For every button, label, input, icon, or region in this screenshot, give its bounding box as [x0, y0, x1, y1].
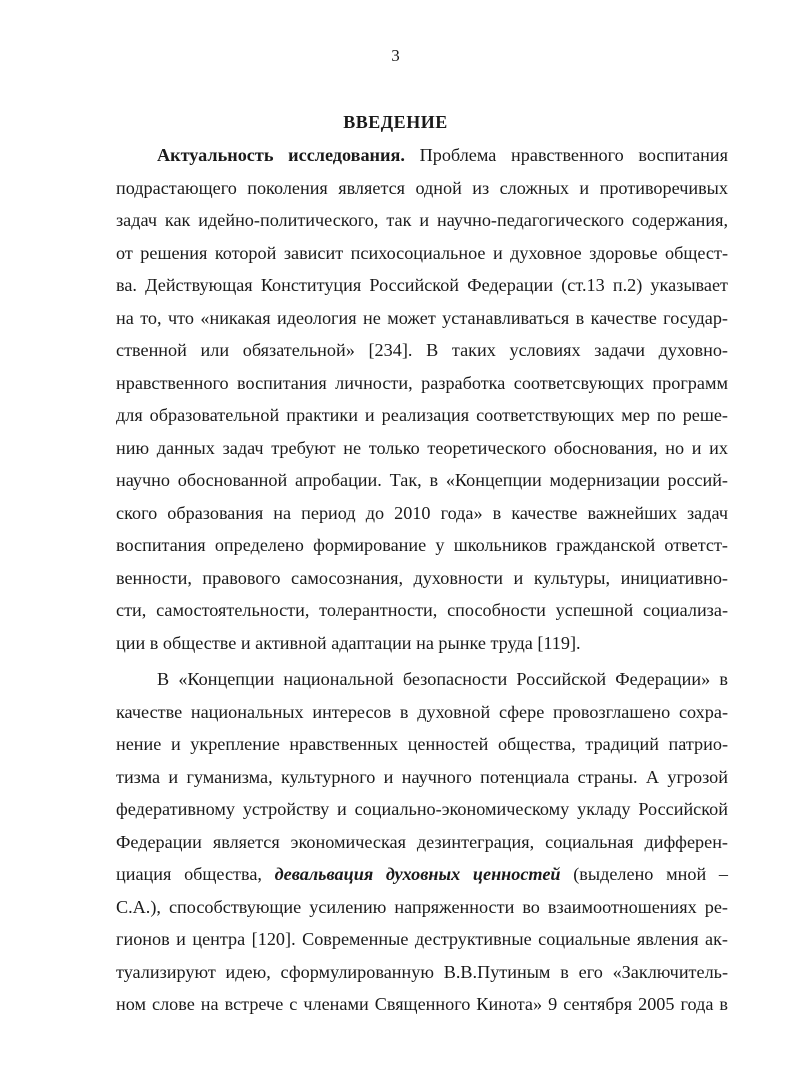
paragraph-2-line: гионов и центра [120]. Современные деструктивные социальные явления ак-	[116, 929, 728, 949]
paragraph-2-line: ном слове на встрече с членами Священного Кинота» 9 сентября 2005 года в	[116, 994, 728, 1014]
paragraph-2-line: нение и укрепление нравственных ценностей общества, традиций патрио-	[116, 734, 728, 754]
paragraph-2-emphasis-line	[116, 858, 728, 891]
paragraph-1-line: ции в обществе и активной адаптации на рынке труда [119].	[116, 632, 581, 653]
paragraph-1-line: на то, что «никакая идеология не может устанавливаться в качестве государ-	[116, 307, 728, 328]
paragraph-1-line: научно обоснованной апробации. Так, в «Концепции модернизации россий-	[116, 470, 728, 490]
paragraph-2-line: федеративному устройству и социально-экономическому укладу Российской	[116, 799, 728, 819]
paragraph-1-line: задач как идейно-политического, так и научно-педагогического содержания,	[116, 210, 728, 230]
paragraph-1-line	[116, 139, 728, 172]
paragraph-1-line: ва. Действующая Конституция Российской Федерации (ст.13 п.2) указывает	[116, 275, 728, 295]
paragraph-1-line: сти, самостоятельности, толерантности, способности успешной социализа-	[116, 600, 728, 620]
paragraph-2-line: тизма и гуманизма, культурного и научного потенциала страны. А угрозой	[116, 766, 728, 787]
paragraph-2-line: В «Концепции национальной безопасности Российской Федерации» в	[157, 669, 728, 689]
paragraph-1-first-line-rest: Проблема нравственного воспитания	[404, 145, 728, 165]
paragraph-1-line: ственной или обязательной» [234]. В таких условиях задачи духовно-	[116, 340, 728, 360]
paragraph-1-line: воспитания определено формирование у школьников гражданской ответст-	[116, 535, 728, 555]
paragraph-1-line: подрастающего поколения является одной из сложных и противоречивых	[116, 177, 728, 198]
emphasis-line-before: циация общества,	[116, 864, 275, 884]
paragraph-1-line: ского образования на период до 2010 года» в качестве важнейших задач	[116, 502, 728, 523]
page-number: 3	[391, 46, 400, 65]
lead-phrase: Актуальность исследования.	[157, 145, 405, 165]
emphasized-phrase: девальвация духовных ценностей	[274, 864, 561, 884]
body-text	[116, 139, 728, 1021]
paragraph-1-line: венности, правового самосознания, духовности и культуры, инициативно-	[116, 567, 728, 588]
paragraph-2-line: Федерации является экономическая дезинтеграция, социальная дифферен-	[116, 831, 728, 852]
emphasis-line-after: (выделено мной –	[560, 864, 728, 884]
section-heading: ВВЕДЕНИЕ	[343, 112, 448, 132]
paragraph-1-line: нравственного воспитания личности, разработка соответсвующих программ	[116, 372, 728, 393]
paragraph-2-line: С.А.), способствующие усилению напряженности во взаимоотношениях ре-	[116, 896, 728, 917]
paragraph-2-line: туализируют идею, сформулированную В.В.Путиным в его «Заключитель-	[116, 961, 728, 982]
paragraph-1-line: от решения которой зависит психосоциальное и духовное здоровье общест-	[116, 242, 728, 263]
paragraph-2-line: качестве национальных интересов в духовной сфере провозглашено сохра-	[116, 701, 728, 722]
paragraph-1-line: нию данных задач требуют не только теоретического обоснования, но и их	[116, 437, 728, 458]
paragraph-1-line: для образовательной практики и реализация соответствующих мер по реше-	[116, 405, 728, 425]
